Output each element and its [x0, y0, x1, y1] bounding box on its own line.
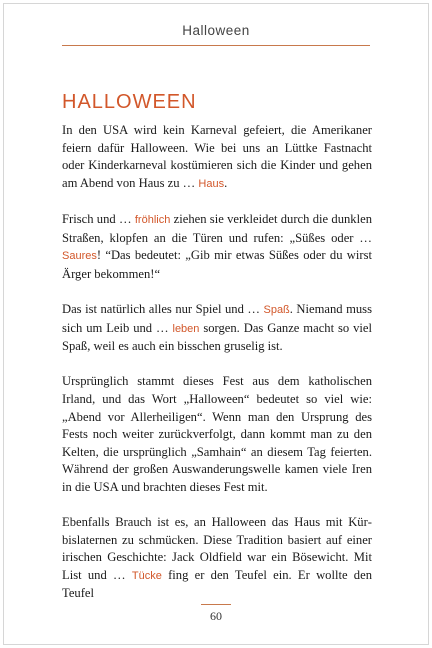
- filled-blank-word: Saures: [62, 250, 97, 263]
- paragraph-text: In den USA wird kein Karneval gefeiert, die Amerikaner feiern dafür Halloween. Wie bei uns an Lüttke Fastnacht oder Kinderkarneval kostümieren sich die Kinder und gehen am Abend von Haus zu …: [62, 123, 372, 190]
- paragraph: [62, 301, 372, 356]
- body-text: [62, 122, 372, 621]
- filled-blank-word: leben: [172, 322, 200, 335]
- paragraph-text: sorgen. Das Ganze macht so viel Spaß, weil es auch ein bisschen gruselig ist.: [62, 320, 372, 354]
- paragraph-text: Frisch und …: [62, 211, 135, 226]
- paragraph: [62, 211, 372, 283]
- filled-blank-word: Spaß: [263, 303, 290, 316]
- paragraph: [62, 514, 372, 603]
- paragraph-text: .: [224, 175, 228, 190]
- filled-blank-word: fröhlich: [134, 213, 171, 226]
- filled-blank-word: Haus: [198, 177, 225, 190]
- paragraph: [62, 373, 372, 496]
- filled-blank-word: Tücke: [131, 569, 162, 582]
- page-number: 60: [210, 609, 222, 623]
- paragraph-text: . Niemand muss sich um Leib und …: [62, 301, 372, 335]
- paragraph-text: fing er den Teufel ein. Er wollte den Teufel: [62, 567, 372, 601]
- paragraph-text: Ebenfalls Brauch ist es, an Halloween das Haus mit Kürbislaternen zu schmücken. Diese Tradition basiert auf einer irischen Geschichte: Jack Oldfield war ein Bösewicht. Mit List und …: [62, 515, 372, 582]
- header-rule: [62, 45, 370, 46]
- paragraph-text: Ursprünglich stammt dieses Fest aus dem katholischen Irland, und das Wort „Halloween“ bedeutet so viel wie: „Abend vor Allerheiligen“. Wenn man den Ursprung des Fests noch weiter zurückverfolgt, dann kommt man zu den Kelten, die ursprünglich „Samhain“ an diesem Tag feierten. Während der großen Auswanderungswelle kamen viele Iren in die USA und brachten dieses Fest mit.: [62, 374, 372, 494]
- footer-rule: [201, 604, 231, 605]
- chapter-title: HALLOWEEN: [62, 91, 197, 114]
- paragraph-text: Das ist natürlich alles nur Spiel und …: [62, 301, 264, 316]
- paragraph-text: ziehen sie verkleidet durch die dunklen Straßen, klopfen an die Türen und rufen: „Süßes oder …: [62, 211, 372, 245]
- paragraph-text: ! “Das bedeutet: „Gib mir etwas Süßes oder du wirst Ärger bekommen!“: [62, 248, 372, 281]
- paragraph: [62, 122, 372, 193]
- running-header: Halloween: [182, 23, 250, 38]
